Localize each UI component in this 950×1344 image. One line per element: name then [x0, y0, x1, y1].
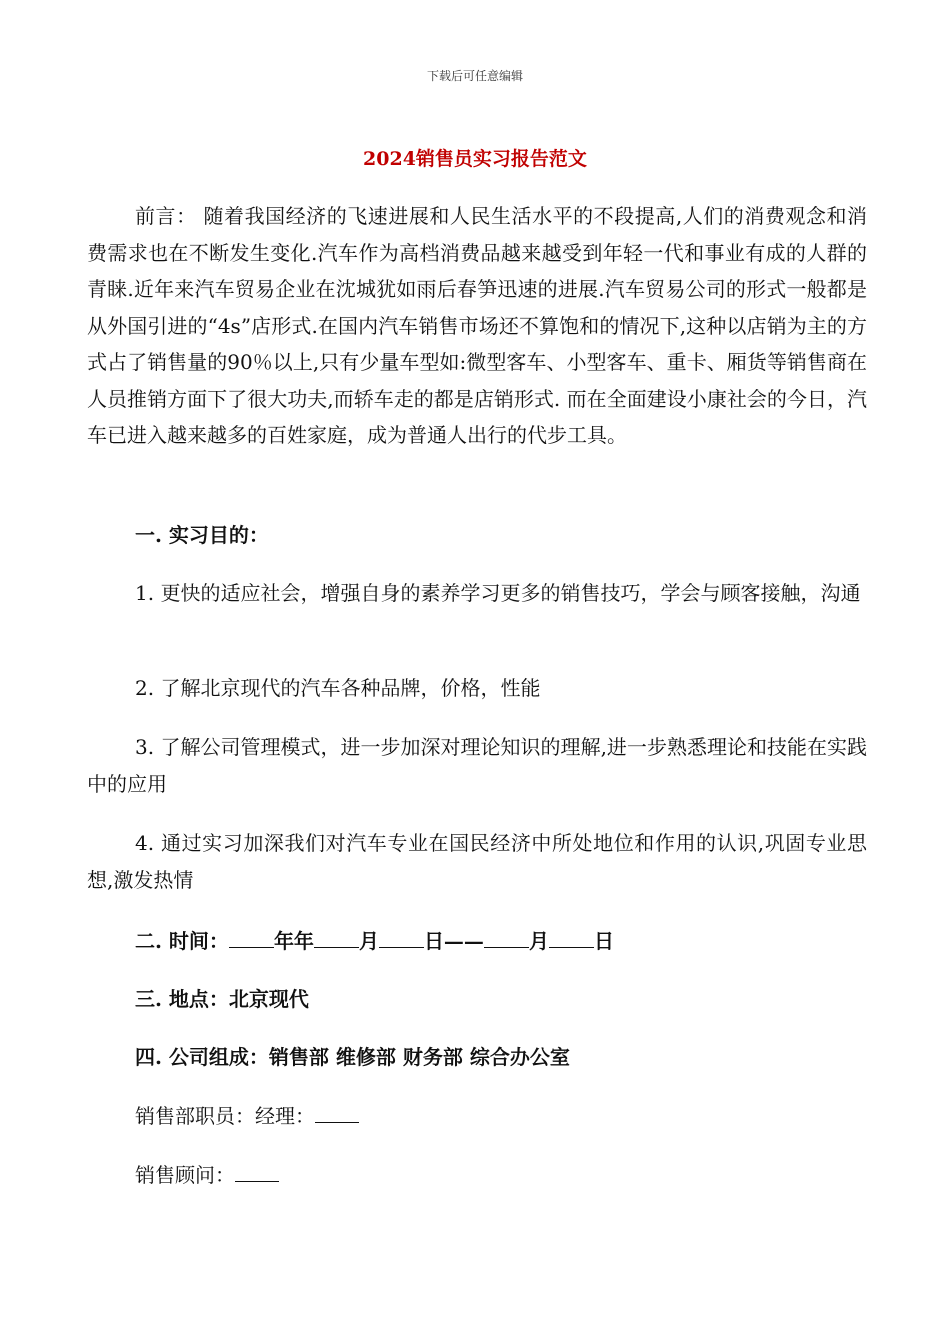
time-unit-month: 月 [358, 929, 379, 953]
section1-heading: 一. 实习目的： [135, 523, 269, 547]
manager-line [135, 1100, 359, 1129]
manager-label: 销售部职员：经理： [135, 1104, 315, 1128]
document-title: 2024销售员实习报告范文 [363, 148, 587, 170]
blank-field [229, 929, 274, 948]
section3-heading: 三. 地点：北京现代 [135, 987, 309, 1011]
blank-field [314, 929, 359, 948]
time-unit-day: 日 [593, 929, 614, 953]
goal-item-4: 4. 通过实习加深我们对汽车专业在国民经济中所处地位和作用的认识,巩固专业思想,激发热情 [87, 831, 867, 892]
blank-field [379, 929, 424, 948]
blank-field [549, 929, 594, 948]
time-unit-year: 年年 [273, 929, 314, 953]
blank-field [484, 929, 529, 948]
goal-item-1: 1. 更快的适应社会，增强自身的素养学习更多的销售技巧，学会与顾客接触，沟通 [135, 581, 861, 605]
section4-heading: 四. 公司组成：销售部 维修部 财务部 综合办公室 [135, 1045, 570, 1069]
time-unit-month: 月 [528, 929, 549, 953]
goal-item-2: 2. 了解北京现代的汽车各种品牌，价格，性能 [135, 676, 541, 700]
header-note: 下载后可任意编辑 [426, 69, 523, 83]
intro-paragraph: 前言： 随着我国经济的飞速进展和人民生活水平的不段提高,人们的消费观念和消费需求也在不断发生变化.汽车作为高档消费品越来越受到年轻一代和事业有成的人群的青睐.近年来汽车贸易企业在沈城犹如雨后春笋迅速的进展.汽车贸易公司的形式一般都是从外国引进的“4s”店形式.在国内汽车销售市场还不算饱和的情况下,这种以店销为主的方式占了销售量的90％以上,只有少量车型如:微型客车、小型客车、重卡、厢货等销售商在人员推销方面下了很大功夫,而轿车走的都是店销形式. 而在全面建设小康社会的今日，汽车已进入越来越多的百姓家庭，成为普通人出行的代步工具。 [87, 204, 867, 447]
time-label: 二. 时间： [135, 929, 229, 953]
consultant-line [135, 1159, 279, 1188]
goal-item-3: 3. 了解公司管理模式，进一步加深对理论知识的理解,进一步熟悉理论和技能在实践中的应用 [87, 735, 867, 796]
blank-field [315, 1104, 359, 1123]
time-unit-day-dash: 日—— [423, 929, 484, 953]
blank-field [235, 1163, 279, 1182]
consultant-label: 销售顾问： [135, 1163, 235, 1187]
section2-time-line [135, 925, 614, 954]
